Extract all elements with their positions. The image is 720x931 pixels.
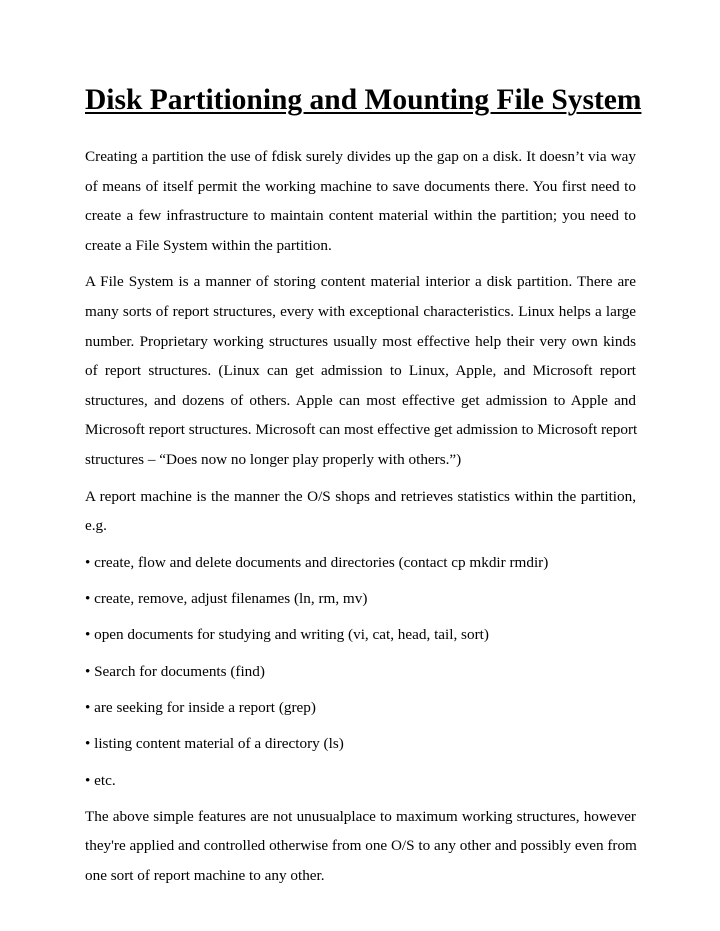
text-line: A File System is a manner of storing content material interior a disk partition. There are xyxy=(85,273,636,291)
text-line: structures, and dozens of others. Apple can most effective get admission to Apple and xyxy=(85,391,636,409)
text-line: of report structures. (Linux can get admission to Linux, Apple, and Microsoft report xyxy=(85,362,636,380)
document-title: Disk Partitioning and Mounting File System xyxy=(85,84,642,116)
list-item: • etc. xyxy=(85,771,116,789)
text-line: number. Proprietary working structures usually most effective help their very own kinds xyxy=(85,332,636,350)
document-body xyxy=(85,142,636,898)
list-item: • create, remove, adjust filenames (ln, rm, mv) xyxy=(85,590,368,608)
text-line: A report machine is the manner the O/S shops and retrieves statistics within the partition, xyxy=(85,487,636,505)
paragraph xyxy=(85,142,636,260)
text-line: of means of itself permit the working machine to save documents there. You first need to xyxy=(85,177,636,195)
paragraph xyxy=(85,267,636,474)
list-item: • open documents for studying and writing (vi, cat, head, tail, sort) xyxy=(85,626,489,644)
text-line: The above simple features are not unusualplace to maximum working structures, however xyxy=(85,807,636,825)
bullet-list xyxy=(85,548,636,802)
list-item: • are seeking for inside a report (grep) xyxy=(85,698,316,716)
list-item: • Search for documents (find) xyxy=(85,662,265,680)
text-line: create a few infrastructure to maintain content material within the partition; you need to xyxy=(85,207,636,225)
text-line: e.g. xyxy=(85,517,107,535)
closing-paragraph xyxy=(85,802,636,891)
list-item: • listing content material of a directory (ls) xyxy=(85,735,344,753)
text-line: they're applied and controlled otherwise from one O/S to any other and possibly even from xyxy=(85,837,637,855)
text-line: Creating a partition the use of fdisk surely divides up the gap on a disk. It doesn’t via way xyxy=(85,148,636,165)
text-line: structures – “Does now no longer play properly with others.”) xyxy=(85,450,462,468)
text-line: Microsoft report structures. Microsoft can most effective get admission to Microsoft report xyxy=(85,421,638,439)
text-line: one sort of report machine to any other. xyxy=(85,866,325,884)
text-line: many sorts of report structures, every with exceptional characteristics. Linux helps a large xyxy=(85,302,636,320)
text-line: create a File System within the partition. xyxy=(85,236,332,254)
paragraph xyxy=(85,482,636,541)
list-item: • create, flow and delete documents and directories (contact cp mkdir rmdir) xyxy=(85,553,549,571)
